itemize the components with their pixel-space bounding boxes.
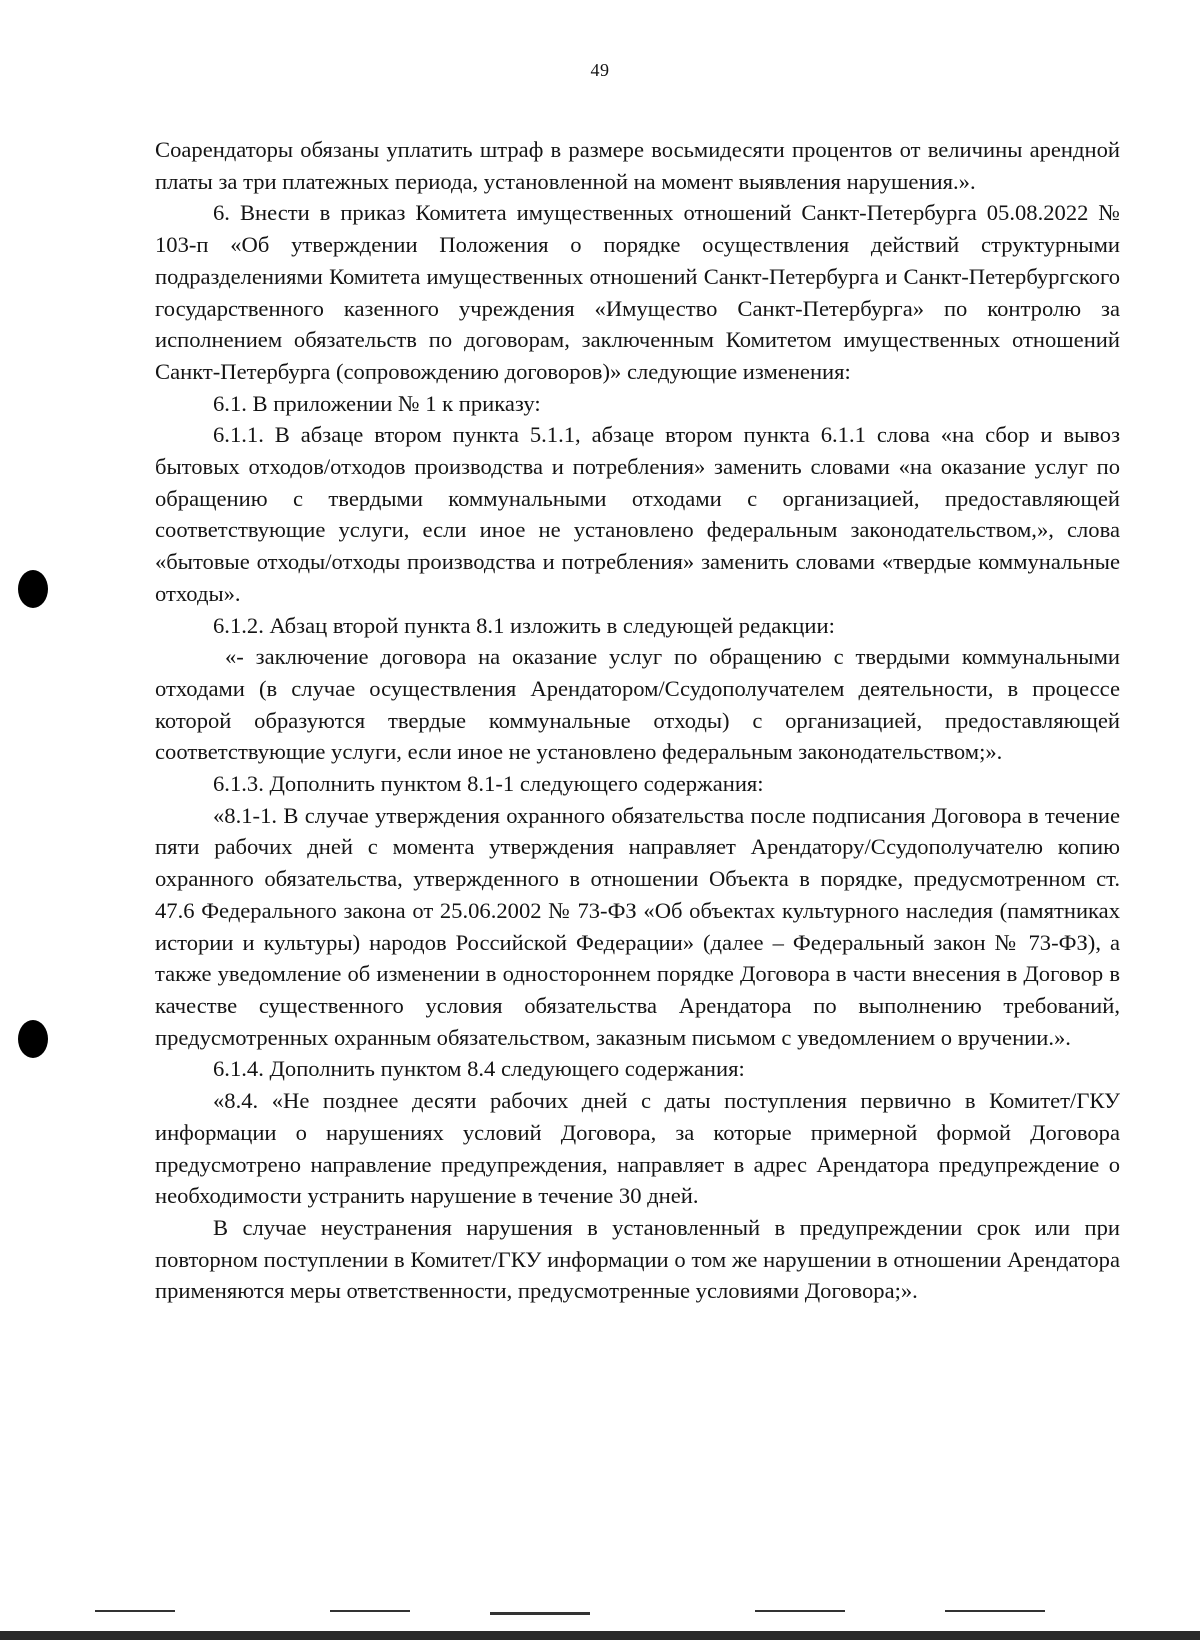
paragraph-item-6-1: 6.1. В приложении № 1 к приказу: (213, 390, 541, 416)
paragraph-item-6: 6. Внести в приказ Комитета имущественных отношений Санкт-Петербурга 05.08.2022 № 103-п «Об утверждении Положения о порядке осуществления действий структурными подразделениями Комитета имущественных отношений Санкт-Петербурга и Санкт-Петербургского государственного казенного учреждения «Имущество Санкт-Петербурга» по контролю за исполнением обязательств по договорам, заключенным Комитетом имущественных отношений Санкт-Петербурга (сопровождению договоров)» следующие изменения: (155, 200, 1120, 384)
scan-artifact-dashes (0, 1596, 1200, 1626)
paragraph-quote-8-4: «8.4. «Не позднее десяти рабочих дней с даты поступления первично в Комитет/ГКУ информации о нарушениях условий Договора, за которые примерной формой Договора предусмотрено направление предупреждения, направляет в адрес Арендатора предупреждение о необходимости устранить нарушение в течение 30 дней. (155, 1088, 1120, 1209)
paragraph-item-6-1-3: 6.1.3. Дополнить пунктом 8.1-1 следующего содержания: (213, 771, 764, 797)
paragraph-item-6-1-1: 6.1.1. В абзаце втором пункта 5.1.1, абзаце втором пункта 6.1.1 слова «на сбор и вывоз бытовых отходов/отходов производства и потребления» заменить словами «на оказание услуг по обращению с твердыми коммунальными отходами с организацией, предоставляющей соответствующие услуги, если иное не установлено федеральным законодательством,», слова «бытовые отходы/отходы производства и потребления» заменить словами «твердые коммунальные отходы». (155, 422, 1120, 606)
paragraph-item-6-1-4: 6.1.4. Дополнить пунктом 8.4 следующего содержания: (213, 1056, 745, 1082)
paragraph-item-6-1-2: 6.1.2. Абзац второй пункта 8.1 изложить в следующей редакции: (213, 612, 835, 638)
document-body (155, 134, 1120, 1307)
paragraph-quote-8-1-1: «8.1-1. В случае утверждения охранного обязательства после подписания Договора в течение пяти рабочих дней с момента утверждения направляет Арендатору/Ссудополучателю копию охранного обязательства, утвержденного в отношении Объекта в порядке, предусмотренном ст. 47.6 Федерального закона от 25.06.2002 № 73-ФЗ «Об объектах культурного наследия (памятниках истории и культуры) народов Российской Федерации» (далее – Федеральный закон № 73-ФЗ), а также уведомление об изменении в одностороннем порядке Договора в части внесения в Договор в качестве существенного условия обязательства Арендатора по выполнению требований, предусмотренных охранным обязательством, заказным письмом с уведомлением о вручении.». (155, 802, 1120, 1050)
paragraph-quote-8-1: «- заключение договора на оказание услуг по обращению с твердыми коммунальными отходами (в случае осуществления Арендатором/Ссудополучателем деятельности, в процессе которой образуются твердые коммунальные отходы) с организацией, предоставляющей соответствующие услуги, если иное не установлено федеральным законодательством;». (155, 644, 1120, 765)
scan-dash (945, 1610, 1045, 1612)
scan-dash (95, 1610, 175, 1612)
scan-dash (490, 1612, 590, 1615)
scan-dash (330, 1610, 410, 1612)
page-number: 49 (590, 60, 610, 80)
punch-hole-mark (18, 1020, 48, 1058)
paragraph-quote-8-4-continuation: В случае неустранения нарушения в установленный в предупреждении срок или при повторном поступлении в Комитет/ГКУ информации о том же нарушении в отношении Арендатора применяются меры ответственности, предусмотренные условиями Договора;». (155, 1214, 1120, 1304)
paragraph-continuation: Соарендаторы обязаны уплатить штраф в размере восьмидесяти процентов от величины арендной платы за три платежных периода, установленной на момент выявления нарушения.». (155, 137, 1120, 194)
scan-dash (755, 1610, 845, 1612)
scan-bottom-edge (0, 1631, 1200, 1640)
punch-hole-mark (18, 570, 48, 608)
